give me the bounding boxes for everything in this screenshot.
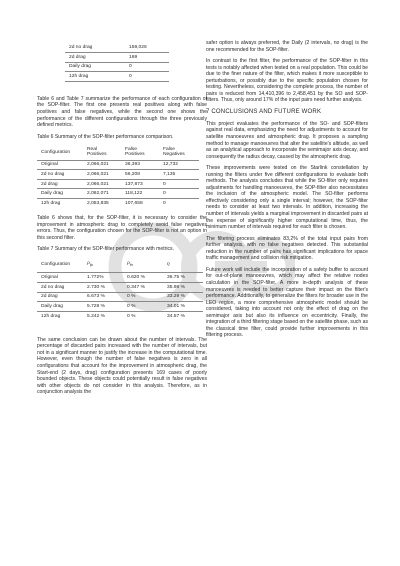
table-cell: 12h drag xyxy=(65,72,125,82)
table-header-cell: Real Positives xyxy=(83,145,121,160)
table-row xyxy=(37,179,199,189)
table-cell: 2.730 % xyxy=(83,282,123,292)
table-row xyxy=(37,273,203,283)
table-cell: 0.347 % xyxy=(123,282,163,292)
table-cell: Original xyxy=(37,160,83,170)
section-heading: 7 CONCLUSIONS AND FUTURE WORK xyxy=(206,108,322,115)
table-row xyxy=(37,160,199,170)
table-cell: 0 xyxy=(125,62,169,72)
paragraph: safer option is always preferred, the Daily (2 intervals, no drag) is the one recommended for the SOP-filter. xyxy=(206,40,368,53)
paragraph: The filtering process eliminates 83,2% of the total input pairs from further analysis, with no false negatives detected. This substantial reduction in the number of pairs has significant implications for space traffic management and collision risk mitigation. xyxy=(206,235,368,262)
table-cell: 12h drag xyxy=(41,313,61,319)
table-cell: 2,066,021 xyxy=(83,160,121,170)
table-cell: 169 xyxy=(125,53,169,63)
paragraph: This project evaluates the performance of the SO- and SOP-filters against real data, emphasizing the need for adjustments to account for satellite manoeuvres and atmospheric drag. It proposes a sampling method to manage manoeuvres that alter the satellite's altitude, as well as an analytical approach to incorporate the semimajor axis decay, and consequently the radius decay, caused by the atmospheric drag. xyxy=(206,120,368,160)
table-cell: 2d no drag xyxy=(65,43,125,53)
table-cell: 2d drag xyxy=(37,292,83,302)
paragraph: The same conclusion can be drawn about the number of intervals. The percentage of discarded pairs increased with the number of intervals, but not in a significant manner to justify the increase in the computational time. However, even though the number of false negatives is zero in all configurations that account for the improvement in atmospheric drag, the Start-end (2 days, drag) configuration presents 169 cases of poorly bounded objects. These objects could potentially result in false negatives with other objects do not consider in this analysis. Therefore, as in conjunction analysis the xyxy=(37,336,207,396)
table-cell: 12,732 xyxy=(159,160,199,170)
table-row xyxy=(37,189,199,199)
table-row xyxy=(37,311,203,321)
table-cell: Daily drag xyxy=(37,302,83,312)
table-cell: 34.57 % xyxy=(167,313,185,319)
paragraph: These improvements were tested on the Starlink constellation by running the filters under five different configurations to evaluate both methods. The analysis concludes that while the SO-filter only requires adjustments for handling manoeuvres, the SOP-filter also necessitates the inclusion of the atmospheric model. The SO-filter performs effectively considering only a single interval; however, the SOP-filter needs to consider at least two intervals. In addition, increasing the number of intervals yields a marginal improvement in discarded pairs at the expense of significantly higher computational time, thus, the minimum number of intervals required for each filter is chosen. xyxy=(206,165,368,231)
table-cell: 0 % xyxy=(123,292,163,302)
table7 xyxy=(37,258,203,321)
table-header-cell: False Negatives xyxy=(159,145,199,160)
table-cell: 36.75 % xyxy=(163,273,203,283)
table7-header-rho-fn: $\rho_{fn}$ xyxy=(123,258,163,273)
table-cell: 2,053,835 xyxy=(87,201,109,207)
table7-header-eta: η xyxy=(163,258,203,273)
table-cell: 2,066,021 xyxy=(83,170,121,180)
table-cell: 0 % xyxy=(127,313,136,319)
table-cell: 159,026 xyxy=(125,43,169,53)
table-cell: 1.772% xyxy=(83,273,123,283)
table-row xyxy=(37,199,199,209)
table-cell: Daily drag xyxy=(65,62,125,72)
table7-header-configuration: Configuration xyxy=(37,258,83,273)
table-cell: 2,062,071 xyxy=(83,189,121,199)
table-cell: 107,658 xyxy=(125,201,143,207)
table-cell: 2,066,021 xyxy=(83,179,121,189)
table-row xyxy=(65,72,169,82)
table-cell: 0 xyxy=(159,179,199,189)
table-row xyxy=(37,282,203,292)
table-cell: 56,208 xyxy=(121,170,159,180)
table-cell: 35.98 % xyxy=(163,282,203,292)
table-cell: 6.673 % xyxy=(83,292,123,302)
table-cell: Original xyxy=(37,273,83,283)
table-cell: 0 xyxy=(163,201,166,207)
table6-caption: Table 6 Summary of the SOP-filter performance comparison. xyxy=(37,133,174,140)
table-cell: 34.01 % xyxy=(163,302,203,312)
table-cell: 2d drag xyxy=(65,53,125,63)
paragraph: Table 6 shows that, for the SOP-filter, it is necessary to consider the improvement in atmospheric drag to completely avoid false negatives errors. Thus, the configuration chosen for the SOP-filter is not an option in this second filter. xyxy=(37,215,207,241)
right-column xyxy=(206,40,368,344)
table-row xyxy=(37,170,199,180)
table-cell: 0 xyxy=(125,72,169,82)
table-cell: 36,393 xyxy=(121,160,159,170)
table-row xyxy=(65,53,169,63)
table-row xyxy=(65,43,169,53)
paragraph: Table 6 and Table 7 summarize the performance of each configuration of the SOP-filter. The first one presents real positives along with false positives and false negatives, while the second one shows the performance of the different configurations through the three previously defined metrics. xyxy=(37,95,207,129)
table-cell: 0.620 % xyxy=(123,273,163,283)
table-cell: 5.728 % xyxy=(83,302,123,312)
table7-caption: Table 7 Summary of the SOP-filter performance with metrics. xyxy=(37,246,175,253)
table-top-fragment xyxy=(65,43,169,82)
table-cell: 33.29 % xyxy=(163,292,203,302)
table-cell: 137,873 xyxy=(121,179,159,189)
table-cell: Daily drag xyxy=(37,189,83,199)
table-cell: 0 % xyxy=(123,302,163,312)
table-cell: 118,122 xyxy=(121,189,159,199)
table-header-cell: False Positives xyxy=(121,145,159,160)
table-row xyxy=(37,292,203,302)
left-column xyxy=(37,40,207,401)
table-cell: 5.242 % xyxy=(87,313,105,319)
table-cell: 2d drag xyxy=(37,179,83,189)
table-cell: 12h drag xyxy=(41,201,61,207)
table-cell: 2d no drag xyxy=(37,170,83,180)
table7-header-rho-fp: $\rho_{fp}$ xyxy=(83,258,123,273)
table-row xyxy=(37,302,203,312)
table-row xyxy=(65,62,169,72)
table-cell: 0 xyxy=(159,189,199,199)
table6 xyxy=(37,145,199,208)
table-cell: 2d no drag xyxy=(37,282,83,292)
table-cell: 7,135 xyxy=(159,170,199,180)
paragraph: In contrast to the first filter, the performance of the SOP-filter in this tests is notably affected when tested on a real population. This could be due to the finer nature of the filter, which makes it more susceptible to perturbations, or possibly due to the specific population chosen for testing. Nevertheless, considering the complete process, the number of pairs is reduced from 14,410,396 to 2,458,451 by the SO and SOP-filters. Thus, only around 17% of the input pairs need further analysis. xyxy=(206,58,368,104)
paragraph: Future work will include the incorporation of a safety buffer to account for out-of-plane manoeuvres, which may affect the relative nodes calculation in the SOP-filter. A more in-depth analysis of these manoeuvres is needed to better capture their impact on the filter's performance. Additionally, to generalize the filters for broader use in the LEO region, a more comprehensive atmospheric model should be considered, taking into account not only the effect of drag on the semimajor axis but also its influence on eccentricity. Finally, the integration of a third filtering stage based on the satellite phase, such as the classical time filter, could provide further improvements in this filtering process. xyxy=(206,266,368,339)
table-header-cell: Configuration xyxy=(37,145,83,160)
